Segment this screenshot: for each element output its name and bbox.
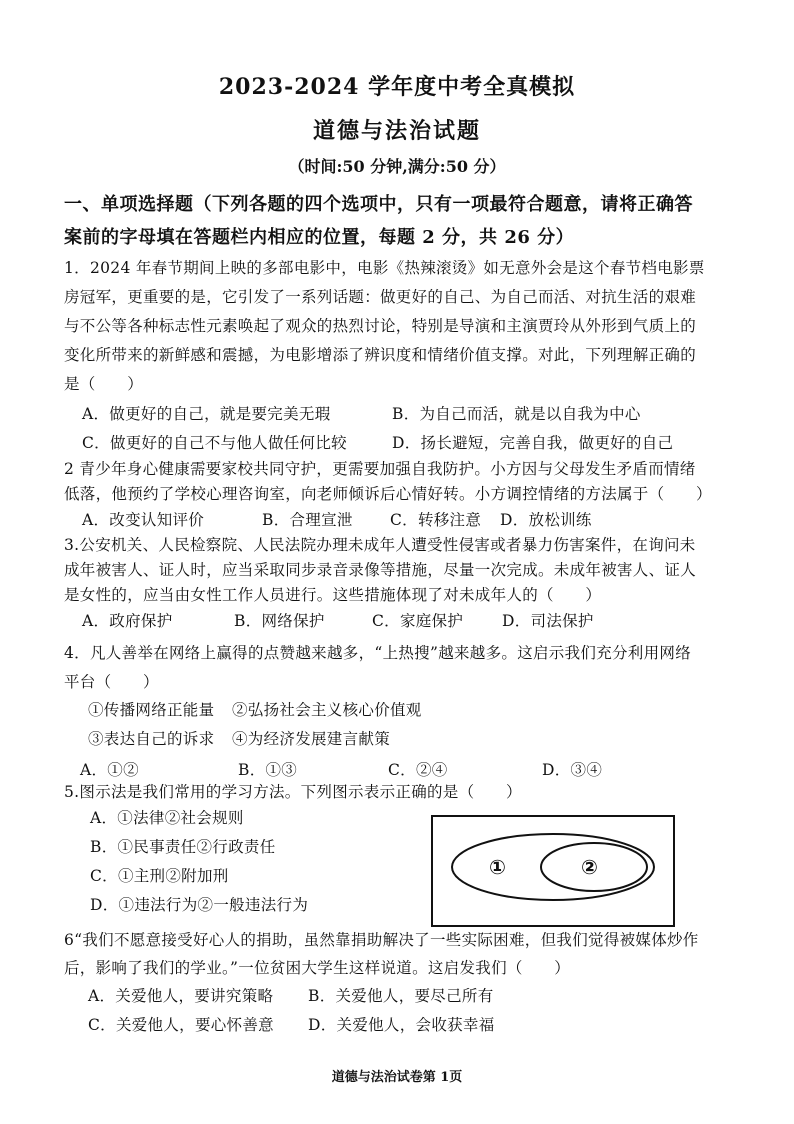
question-4-line: 平台（ ）: [64, 673, 159, 691]
diagram-label-2: ②: [581, 855, 598, 879]
question-5-option-b: B．①民事责任②行政责任: [90, 838, 276, 856]
section-heading-line1: 一、单项选择题（下列各题的四个选项中，只有一项最符合题意，请将正确答: [64, 194, 693, 215]
question-4-option-c: C．②④: [388, 761, 448, 779]
diagram-frame: [432, 816, 674, 926]
question-3-line: 成年被害人、证人时，应当采取同步录音录像等措施，尽量一次完成。未成年被害人、证人: [64, 561, 697, 579]
question-4-option-b: B．①③: [238, 761, 298, 779]
question-1-option-c: C．做更好的自己不与他人做任何比较: [82, 434, 347, 452]
section-heading-line2: 案前的字母填在答题栏内相应的位置，每题 2 分，共 26 分）: [64, 227, 575, 248]
question-6-line: 6“我们不愿意接受好心人的捐助，虽然靠捐助解决了一些实际困难，但我们觉得被媒体炒作: [64, 931, 699, 949]
question-5-line: 5.图示法是我们常用的学习方法。下列图示表示正确的是（ ）: [64, 783, 522, 801]
question-4-item-1: ①传播网络正能量: [88, 701, 215, 719]
page-title: 2023-2024 学年度中考全真模拟: [218, 74, 576, 100]
question-6-option-d: D．关爱他人，会收获幸福: [308, 1016, 495, 1034]
exam-time-info: （时间:50 分钟,满分:50 分）: [288, 157, 506, 176]
question-3-option-b: B．网络保护: [234, 612, 325, 630]
question-3-option-d: D．司法保护: [502, 612, 594, 630]
question-1-line: 1．2024 年春节期间上映的多部电影中，电影《热辣滚烫》如无意外会是这个春节档电影票: [64, 259, 705, 277]
question-2-option-b: B．合理宣泄: [262, 511, 353, 529]
diagram-label-1: ①: [489, 855, 506, 879]
question-6-option-b: B．关爱他人，要尽己所有: [308, 987, 494, 1005]
question-6-option-c: C．关爱他人，要心怀善意: [88, 1016, 274, 1034]
question-3-option-a: A．政府保护: [82, 612, 173, 630]
set-relation-diagram: [431, 815, 675, 927]
question-1-option-b: B．为自己而活，就是以自我为中心: [392, 405, 641, 423]
question-3-option-c: C．家庭保护: [372, 612, 464, 630]
question-1-option-d: D．扬长避短，完善自我，做更好的自己: [392, 434, 674, 452]
question-6-line: 后，影响了我们的学业。”一位贫困大学生这样说道。这启发我们（ ）: [64, 959, 571, 977]
question-5-option-d: D．①违法行为②一般违法行为: [90, 896, 309, 914]
exam-subject-title: 道德与法治试题: [312, 118, 481, 144]
question-2-option-a: A．改变认知评价: [82, 511, 205, 529]
question-5-option-a: A．①法律②社会规则: [90, 809, 244, 827]
question-1-line: 变化所带来的新鲜感和震撼，为电影增添了辨识度和情绪价值支撑。对此，下列理解正确的: [64, 346, 697, 364]
question-6-option-a: A．关爱他人，要讲究策略: [88, 987, 274, 1005]
question-4-item-2: ②弘扬社会主义核心价值观: [232, 701, 422, 719]
question-2-line: 低落，他预约了学校心理咨询室，向老师倾诉后心情好转。小方调控情绪的方法属于（ ）: [64, 485, 712, 503]
question-2-option-d: D．放松训练: [500, 511, 592, 529]
question-1-line: 是（ ）: [64, 375, 144, 393]
question-4-line: 4．凡人善举在网络上赢得的点赞越来越多，“上热搜”越来越多。这启示我们充分利用网络: [64, 644, 692, 662]
page-footer: 道德与法治试卷第 1页: [331, 1070, 463, 1085]
question-1-line: 与不公等各种标志性元素唤起了观众的热烈讨论，特别是导演和主演贾玲从外形到气质上的: [64, 317, 697, 335]
outer-ellipse: [452, 834, 654, 900]
question-3-line: 3.公安机关、人民检察院、人民法院办理未成年人遭受性侵害或者暴力伤害案件，在询问未: [64, 536, 696, 554]
question-5-option-c: C．①主刑②附加刑: [90, 867, 229, 885]
question-3-line: 是女性的，应当由女性工作人员进行。这些措施体现了对未成年人的（ ）: [64, 586, 602, 604]
question-4-option-d: D．③④: [542, 761, 603, 779]
question-2-option-c: C．转移注意: [390, 511, 482, 529]
question-4-option-a: A．①②: [80, 761, 139, 779]
question-1-option-a: A．做更好的自己，就是要完美无瑕: [82, 405, 331, 423]
question-1-line: 房冠军，更重要的是，它引发了一系列话题：做更好的自己、为自己而活、对抗生活的艰难: [64, 288, 697, 306]
question-4-item-4: ④为经济发展建言献策: [232, 730, 391, 748]
question-4-item-3: ③表达自己的诉求: [88, 730, 215, 748]
question-2-line: 2 青少年身心健康需要家校共同守护，更需要加强自我防护。小方因与父母发生矛盾而情绪: [64, 460, 696, 478]
